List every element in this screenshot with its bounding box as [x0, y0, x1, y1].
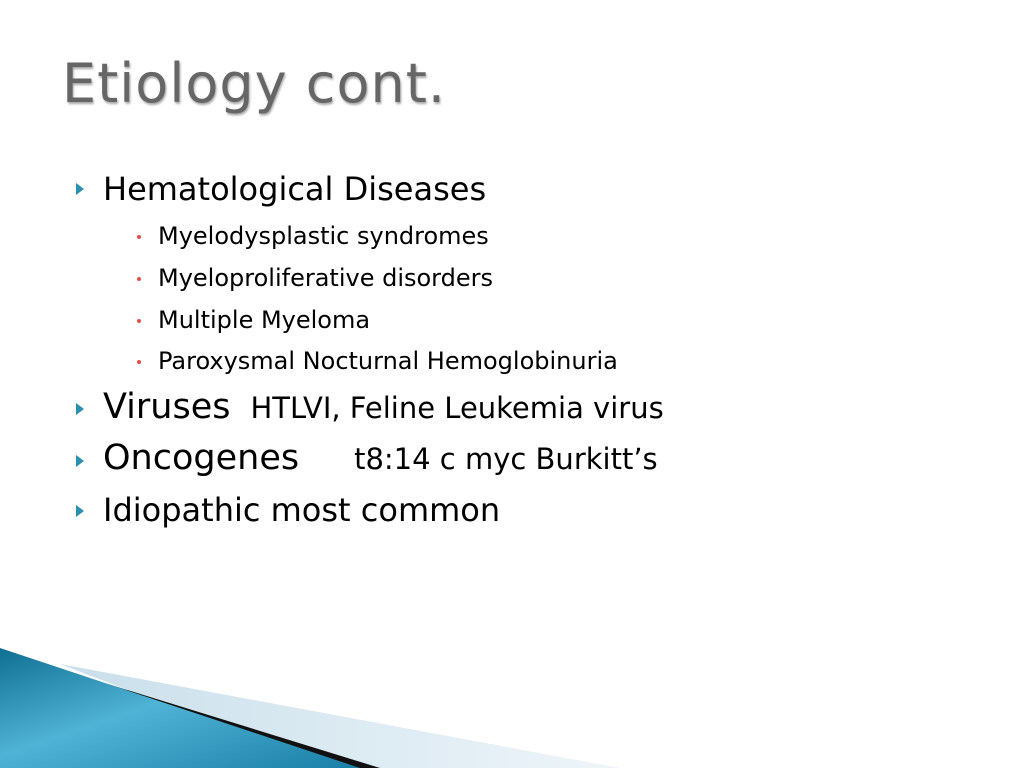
- viruses-label: Viruses: [103, 387, 231, 427]
- sub-bullet-myelodysplastic: Myelodysplastic syndromes: [158, 222, 489, 250]
- bullet-idiopathic: Idiopathic most common: [103, 491, 501, 529]
- oncogenes-detail: t8:14 c myc Burkitt’s: [354, 442, 658, 476]
- sub-bullet-pnh: Paroxysmal Nocturnal Hemoglobinuria: [158, 347, 618, 375]
- viruses-detail: HTLVI, Feline Leukemia virus: [250, 391, 664, 425]
- oncogenes-label: Oncogenes: [103, 438, 300, 478]
- teal-wedge-shape: [0, 648, 360, 768]
- sub-bullet-myeloproliferative: Myeloproliferative disorders: [158, 264, 493, 292]
- sub-bullet-multiple-myeloma: Multiple Myeloma: [158, 306, 371, 334]
- bullet-hematological: Hematological Diseases: [103, 170, 487, 208]
- slide-title: Etiology cont.: [62, 52, 447, 115]
